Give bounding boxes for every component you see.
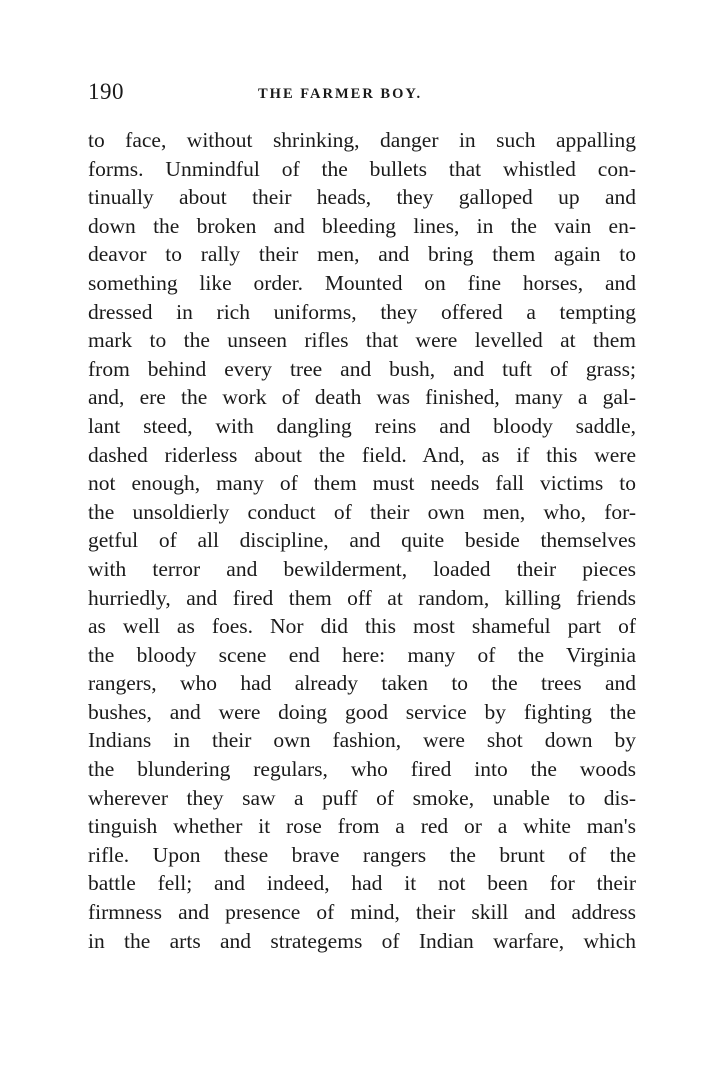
text-line: the bloody scene end here: many of the Virginia xyxy=(88,642,636,667)
body-text xyxy=(88,126,636,955)
text-line: lant steed, with dangling reins and bloody saddle, xyxy=(88,413,636,438)
text-line: deavor to rally their men, and bring them again to xyxy=(88,242,636,267)
text-line: the blundering regulars, who fired into the woods xyxy=(88,757,636,782)
text-line: battle fell; and indeed, had it not been for their xyxy=(88,871,636,896)
text-line: something like order. Mounted on fine horses, and xyxy=(88,270,636,295)
text-line: bushes, and were doing good service by fighting the xyxy=(88,699,636,724)
text-line: tinguish whether it rose from a red or a white man's xyxy=(88,814,636,839)
text-line: not enough, many of them must needs fall victims to xyxy=(88,471,636,496)
text-line: from behind every tree and bush, and tuft of grass; xyxy=(88,356,636,381)
text-line: hurriedly, and fired them off at random, killing friends xyxy=(88,585,636,610)
text-line: mark to the unseen rifles that were levelled at them xyxy=(88,328,636,353)
page-number: 190 xyxy=(88,79,124,104)
text-line: wherever they saw a puff of smoke, unable to dis- xyxy=(88,785,636,810)
text-line: down the broken and bleeding lines, in the vain en- xyxy=(88,213,636,238)
text-line: tinually about their heads, they galloped up and xyxy=(88,185,636,210)
text-line: dressed in rich uniforms, they offered a tempting xyxy=(88,299,636,324)
text-line: in the arts and strategems of Indian warfare, which xyxy=(88,928,636,953)
text-line: dashed riderless about the field. And, as if this were xyxy=(88,442,636,467)
text-line: with terror and bewilderment, loaded their pieces xyxy=(88,556,636,581)
text-line: getful of all discipline, and quite beside themselves xyxy=(88,528,636,553)
text-line: Indians in their own fashion, were shot down by xyxy=(88,728,636,753)
text-line: rifle. Upon these brave rangers the brunt of the xyxy=(88,842,636,867)
text-line: forms. Unmindful of the bullets that whistled con- xyxy=(88,156,636,181)
text-line: rangers, who had already taken to the trees and xyxy=(88,671,636,696)
text-line: the unsoldierly conduct of their own men, who, for- xyxy=(88,499,636,524)
text-line: as well as foes. Nor did this most shameful part of xyxy=(88,614,636,639)
running-head xyxy=(88,78,636,108)
text-line: to face, without shrinking, danger in such appalling xyxy=(88,128,636,152)
running-title: THE FARMER BOY. xyxy=(258,86,423,102)
text-line: and, ere the work of death was finished, many a gal- xyxy=(88,385,636,410)
text-line: firmness and presence of mind, their skill and address xyxy=(88,900,636,925)
